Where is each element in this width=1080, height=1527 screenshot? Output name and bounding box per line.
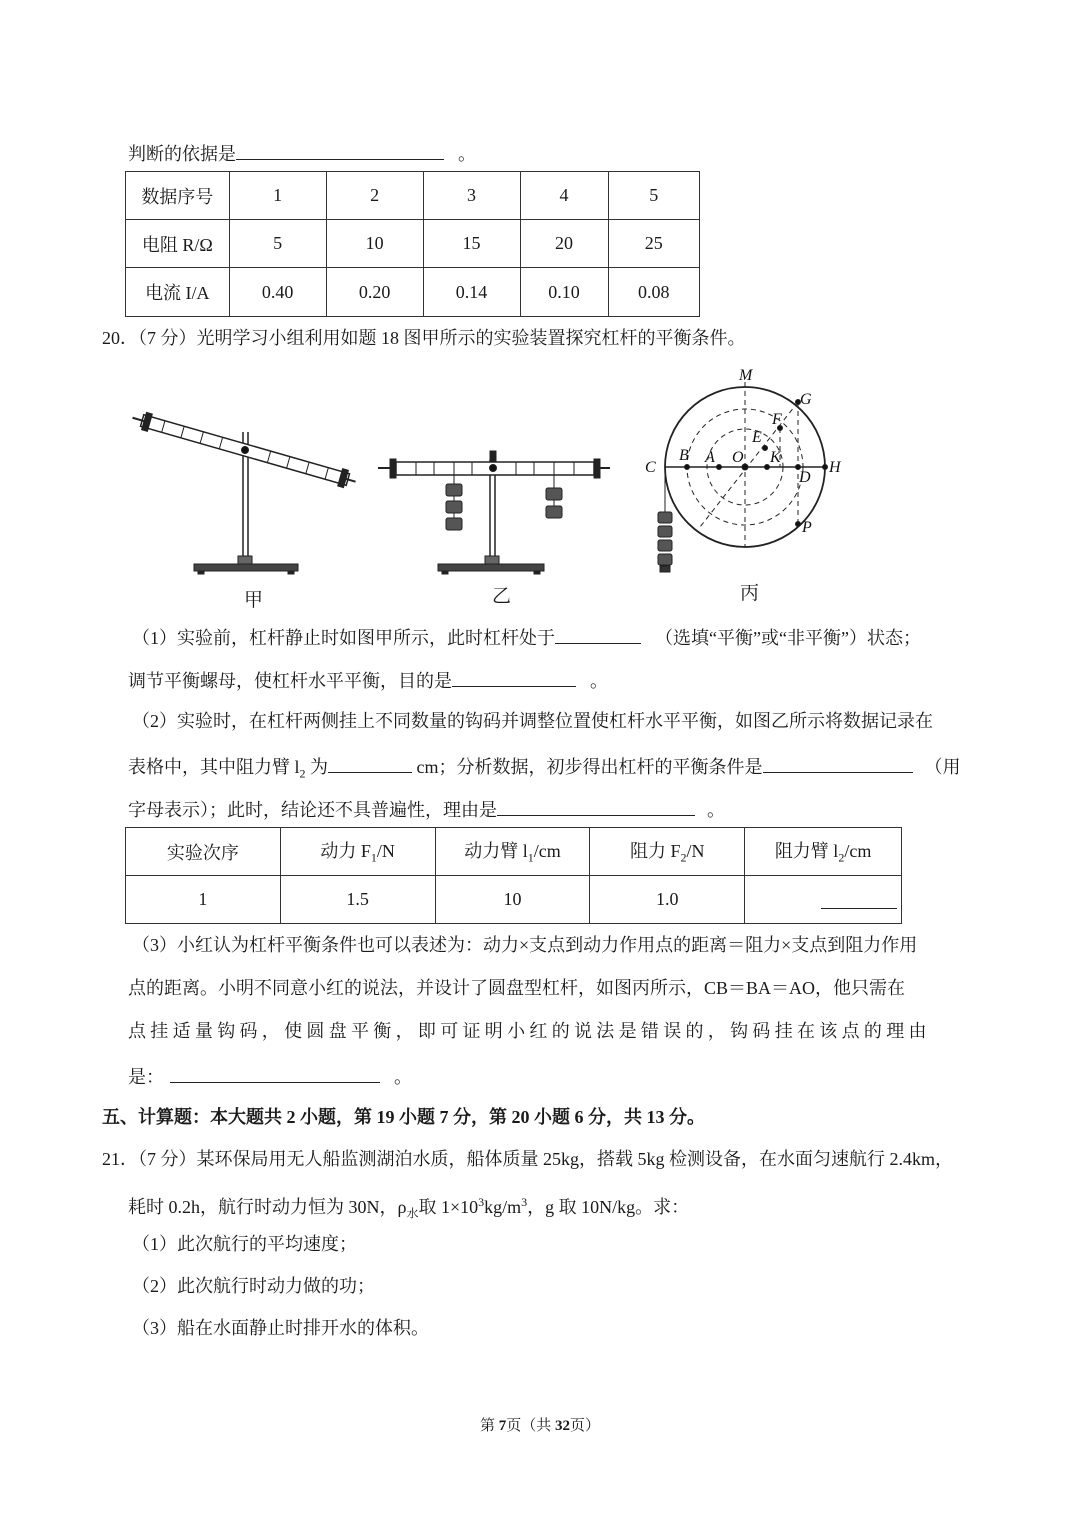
q20-part3-line4: 是： 。 (128, 1062, 412, 1089)
table-cell: 10 (326, 220, 423, 268)
table-cell: 1 (126, 876, 281, 924)
table-cell: 阻力臂 $l_2/cm$ (745, 828, 902, 876)
figure-yi-balanced-lever (378, 451, 610, 574)
table-cell: 3 (423, 172, 520, 220)
q21-line2: 耗时 0.2h，航行时动力恒为 30N，$\rho_水$取 $1\times 10^3kg/m^3$，g 取 10N/kg。求： (128, 1195, 690, 1221)
figure-jia-tilted-lever (130, 409, 358, 574)
q21-sub3: （3）船在水面静止时排开水的体积。 (132, 1318, 429, 1338)
table-cell: 5 (229, 220, 326, 268)
table-cell: 动力臂 $l_1/cm$ (435, 828, 590, 876)
table-cell: 阻力 $F_2/N$ (590, 828, 745, 876)
table-row (126, 268, 700, 317)
table-cell: 电流 I/A (126, 268, 230, 317)
table-cell: 10 (435, 876, 590, 924)
table-row (126, 220, 700, 268)
table-row (126, 828, 902, 876)
resistance-current-table (125, 171, 700, 317)
q20-part2-line2: 表格中，其中阻力臂 $l_2$ 为 cm；分析数据，初步得出杠杆的平衡条件是 （用 (128, 752, 961, 786)
page-footer: 第 7页（共 32页） (479, 1418, 601, 1434)
figure-label-bing: 丙 (740, 582, 760, 604)
lever-figures (120, 360, 860, 610)
q20-state-blank[interactable] (555, 623, 641, 644)
table-cell: 20 (520, 220, 608, 268)
table-cell: 0.20 (326, 268, 423, 317)
section-5-heading: 五、计算题：本大题共 2 小题，第 19 小题 7 分，第 20 小题 6 分，共 13 分。 (102, 1107, 705, 1127)
table-cell: 1 (229, 172, 326, 220)
q20-l2-blank[interactable] (328, 752, 412, 773)
q20-stem: 20．（7 分）光明学习小组利用如题 18 图甲所示的实验装置探究杠杆的平衡条件。 (102, 328, 746, 348)
table-cell: 4 (520, 172, 608, 220)
table-cell: 0.10 (520, 268, 608, 317)
table-cell: 25 (608, 220, 699, 268)
point-label-m: M (739, 367, 753, 384)
point-label-o: O (732, 449, 744, 466)
q20-part1-line2: 调节平衡螺母，使杠杆水平平衡，目的是 。 (128, 666, 608, 693)
table-cell: 2 (326, 172, 423, 220)
q20-condition-blank[interactable] (763, 752, 913, 773)
q20-part2-line1: （2）实验时，在杠杆两侧挂上不同数量的钩码并调整位置使杠杆水平平衡，如图乙所示将数据记录在 (132, 711, 933, 731)
table-cell (745, 876, 902, 924)
point-label-g: G (800, 391, 812, 408)
q21-sub2: （2）此次航行时动力做的功； (132, 1276, 375, 1296)
q21-line1: 21．（7 分）某环保局用无人船监测湖泊水质，船体质量 25kg，搭载 5kg 检测设备，在水面匀速航行 2.4km， (102, 1149, 953, 1169)
table-cell: 电阻 R/Ω (126, 220, 230, 268)
point-label-h: H (829, 459, 841, 476)
table-cell: 0.14 (423, 268, 520, 317)
table-cell: 5 (608, 172, 699, 220)
table-cell: 实验次序 (126, 828, 281, 876)
table-cell: 0.08 (608, 268, 699, 317)
point-label-b: B (679, 447, 689, 464)
point-label-c: C (645, 459, 656, 476)
q20-reason-point-blank[interactable] (170, 1062, 380, 1083)
table-cell: 动力 $F_1/N$ (280, 828, 435, 876)
table-cell: 1.0 (590, 876, 745, 924)
point-label-k: K (770, 449, 781, 466)
q20-part3-line2: 点的距离。小明不同意小红的说法，并设计了圆盘型杠杆，如图丙所示，CB＝BA＝AO，他只需在 (128, 978, 906, 998)
table-cell: 15 (423, 220, 520, 268)
q19-tail: 判断的依据是 。 (128, 139, 476, 166)
q20-reason-blank[interactable] (497, 795, 695, 816)
figure-label-jia: 甲 (244, 589, 264, 611)
q20-part2-line3: 字母表示）；此时，结论还不具普遍性，理由是 。 (128, 795, 725, 822)
point-label-e: E (752, 429, 762, 446)
point-label-f: F (772, 411, 782, 428)
figure-label-yi: 乙 (492, 585, 512, 607)
q20-part3-line1: （3）小红认为杠杆平衡条件也可以表述为：动力×支点到动力作用点的距离＝阻力×支点到阻力作用 (132, 935, 918, 955)
q21-sub1: （1）此次航行的平均速度； (132, 1234, 357, 1254)
q20-part3-line3: 点挂适量钩码，使圆盘平衡，即可证明小红的说法是错误的，钩码挂在该点的理由 (128, 1021, 931, 1041)
q20-part1-line1: （1）实验前，杠杆静止时如图甲所示，此时杠杆处于 （选填“平衡”或“非平衡”）状态； (132, 623, 921, 650)
lever-data-table (125, 827, 902, 924)
table-l2-blank[interactable] (821, 888, 897, 909)
point-label-d: D (799, 469, 811, 486)
q19-answer-blank[interactable] (236, 139, 444, 160)
table-row (126, 876, 902, 924)
point-label-a: A (705, 449, 715, 466)
table-cell: 1.5 (280, 876, 435, 924)
table-row (126, 172, 700, 220)
q20-purpose-blank[interactable] (452, 666, 576, 687)
table-cell: 数据序号 (126, 172, 230, 220)
table-cell: 0.40 (229, 268, 326, 317)
point-label-p: P (802, 519, 812, 536)
